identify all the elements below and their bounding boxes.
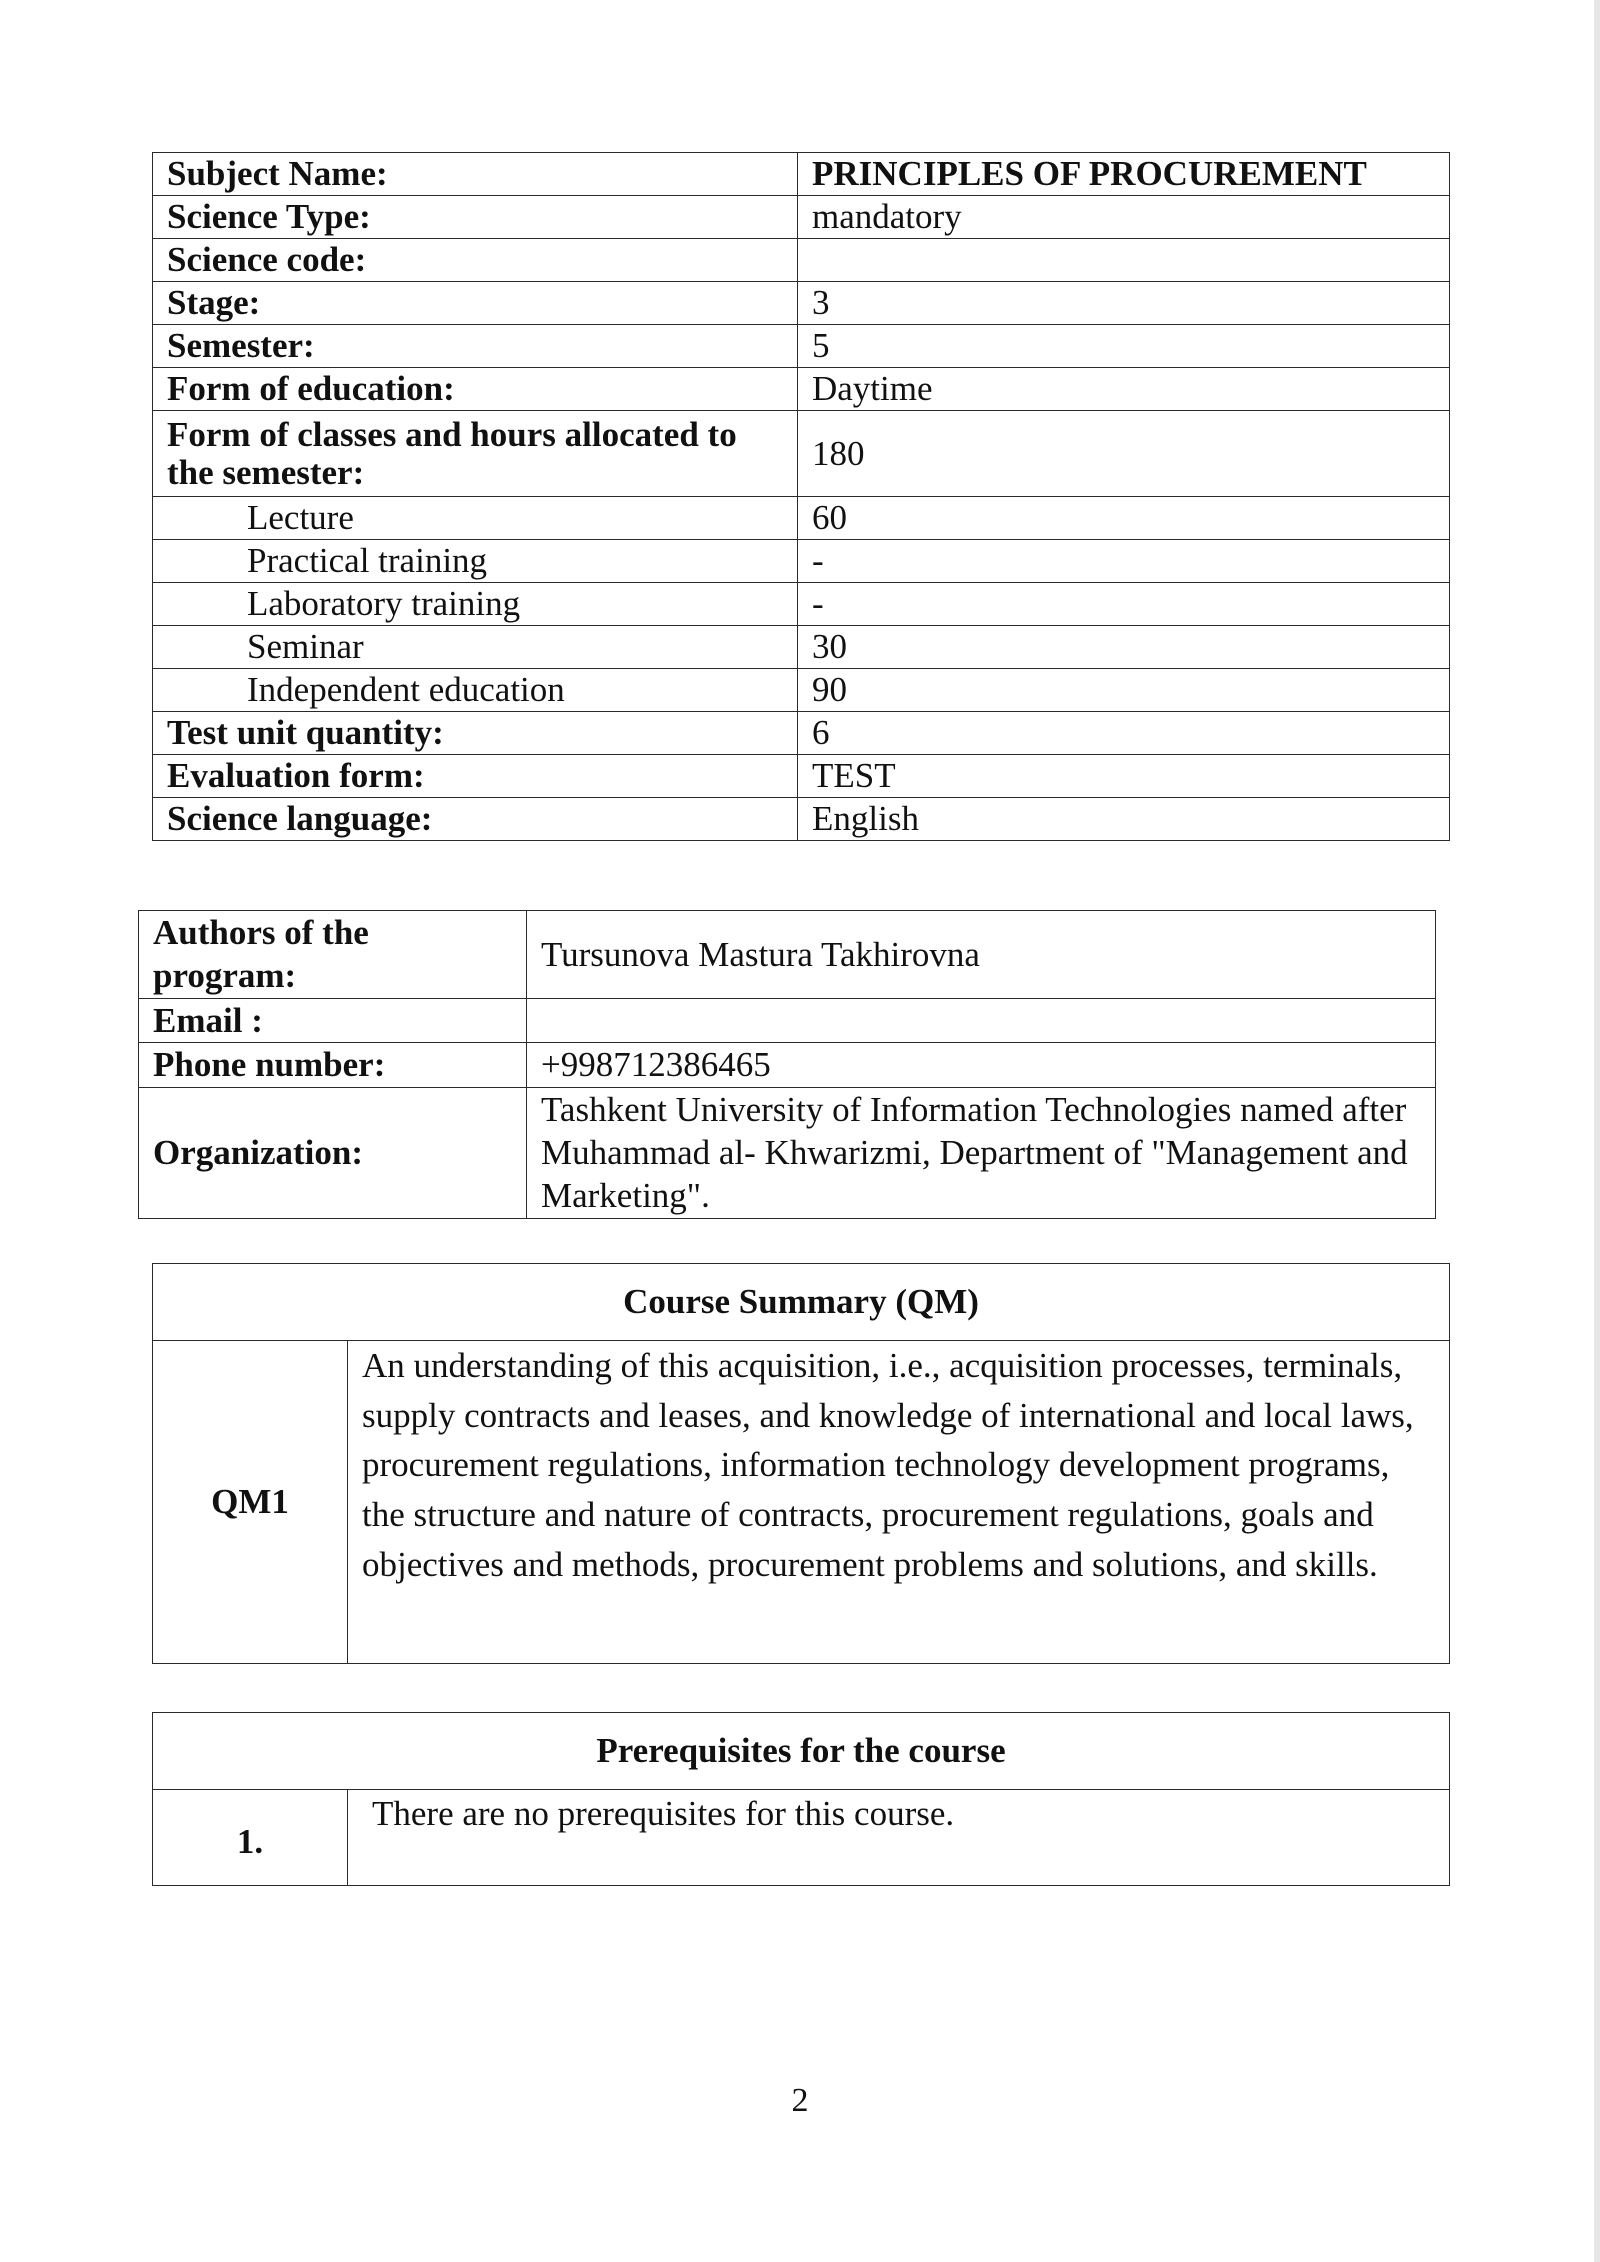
email-label: Email : bbox=[139, 998, 527, 1042]
lecture-label: Lecture bbox=[153, 497, 798, 540]
seminar-label: Seminar bbox=[153, 626, 798, 669]
authors-value: Tursunova Mastura Takhirovna bbox=[527, 911, 1436, 999]
semester-value: 5 bbox=[798, 325, 1450, 368]
table-row bbox=[153, 583, 1450, 626]
practical-training-value: - bbox=[798, 540, 1450, 583]
evaluation-form-value: TEST bbox=[798, 755, 1450, 798]
hours-allocated-label: Form of classes and hours allocated to the semester: bbox=[153, 411, 798, 497]
course-summary-heading: Course Summary (QM) bbox=[153, 1264, 1450, 1341]
table-row bbox=[153, 540, 1450, 583]
prerequisites-table bbox=[152, 1712, 1450, 1886]
lecture-value: 60 bbox=[798, 497, 1450, 540]
table-row bbox=[139, 1087, 1436, 1218]
form-of-education-label: Form of education: bbox=[153, 368, 798, 411]
table-row bbox=[153, 626, 1450, 669]
table-row bbox=[153, 1341, 1450, 1664]
table-row bbox=[153, 368, 1450, 411]
phone-number-label: Phone number: bbox=[139, 1043, 527, 1087]
science-language-label: Science language: bbox=[153, 798, 798, 841]
table-row bbox=[153, 497, 1450, 540]
table-row bbox=[153, 1264, 1450, 1341]
subject-info-table bbox=[152, 152, 1450, 841]
practical-training-label: Practical training bbox=[153, 540, 798, 583]
prerequisite-text: There are no prerequisites for this course. bbox=[348, 1790, 1450, 1886]
email-value bbox=[527, 998, 1436, 1042]
stage-value: 3 bbox=[798, 282, 1450, 325]
table-row bbox=[153, 239, 1450, 282]
form-of-education-value: Daytime bbox=[798, 368, 1450, 411]
table-row bbox=[139, 911, 1436, 999]
table-row bbox=[153, 153, 1450, 196]
subject-name-value: PRINCIPLES OF PROCUREMENT bbox=[798, 153, 1450, 196]
science-type-label: Science Type: bbox=[153, 196, 798, 239]
independent-education-value: 90 bbox=[798, 669, 1450, 712]
table-row bbox=[153, 798, 1450, 841]
table-row bbox=[153, 712, 1450, 755]
prerequisite-number: 1. bbox=[153, 1790, 348, 1886]
science-code-label: Science code: bbox=[153, 239, 798, 282]
course-summary-text: An understanding of this acquisition, i.e., acquisition processes, terminals, supply contracts and leases, and knowledge of international and local laws, procurement regulations, information technology development programs, the structure and nature of contracts, procurement regulations, goals and objectives and methods, procurement problems and solutions, and skills. bbox=[348, 1341, 1450, 1664]
table-row bbox=[153, 669, 1450, 712]
table-row bbox=[153, 196, 1450, 239]
table-row bbox=[153, 325, 1450, 368]
table-row bbox=[139, 1043, 1436, 1087]
subject-name-label: Subject Name: bbox=[153, 153, 798, 196]
authors-table bbox=[138, 910, 1436, 1219]
table-row bbox=[153, 1790, 1450, 1886]
organization-value: Tashkent University of Information Technologies named after Muhammad al- Khwarizmi, Department of "Management and Marketing". bbox=[527, 1087, 1436, 1218]
prerequisites-heading: Prerequisites for the course bbox=[153, 1713, 1450, 1790]
table-row bbox=[153, 755, 1450, 798]
page-number: 2 bbox=[791, 2082, 809, 2119]
hours-allocated-value: 180 bbox=[798, 411, 1450, 497]
laboratory-training-value: - bbox=[798, 583, 1450, 626]
laboratory-training-label: Laboratory training bbox=[153, 583, 798, 626]
test-unit-quantity-label: Test unit quantity: bbox=[153, 712, 798, 755]
seminar-value: 30 bbox=[798, 626, 1450, 669]
independent-education-label: Independent education bbox=[153, 669, 798, 712]
qm1-label: QM1 bbox=[153, 1341, 348, 1664]
table-row bbox=[153, 1713, 1450, 1790]
table-row bbox=[153, 411, 1450, 497]
evaluation-form-label: Evaluation form: bbox=[153, 755, 798, 798]
science-code-value bbox=[798, 239, 1450, 282]
science-type-value: mandatory bbox=[798, 196, 1450, 239]
table-row bbox=[153, 282, 1450, 325]
course-summary-table bbox=[152, 1263, 1450, 1664]
science-language-value: English bbox=[798, 798, 1450, 841]
organization-label: Organization: bbox=[139, 1087, 527, 1218]
table-row bbox=[139, 998, 1436, 1042]
stage-label: Stage: bbox=[153, 282, 798, 325]
semester-label: Semester: bbox=[153, 325, 798, 368]
authors-label: Authors of the program: bbox=[139, 911, 527, 999]
phone-number-value: +998712386465 bbox=[527, 1043, 1436, 1087]
test-unit-quantity-value: 6 bbox=[798, 712, 1450, 755]
page-edge-divider bbox=[1594, 0, 1600, 2262]
